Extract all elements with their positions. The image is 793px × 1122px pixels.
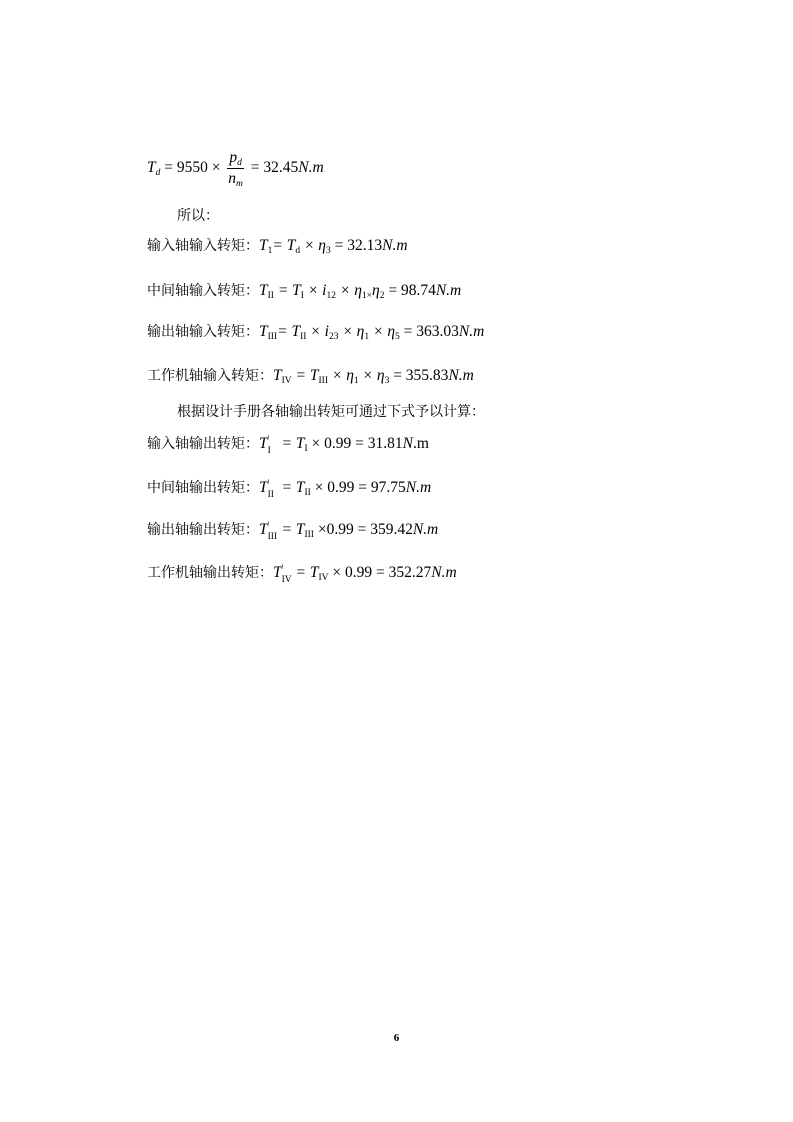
torque-formula: $T_{III}= T_{II} \times i_{23} \times \eta_1 \times \eta_5 = 363.03N.m$ xyxy=(259,323,485,342)
input-torque-line xyxy=(147,281,461,301)
torque-formula: T ' IV = $T_{IV} \times 0.99 = 352.27N.m$ xyxy=(273,563,457,585)
power-speed-fraction: $\frac{p_d}{n_m}$ xyxy=(228,149,243,189)
torque-formula: $T_{IV} = T_{III} \times \eta_1 \times \eta_3 = 355.83N.m$ xyxy=(273,367,474,386)
input-torque-line xyxy=(147,322,484,342)
torque-label: 中间轴输出转矩： xyxy=(147,480,259,496)
torque-label: 输入轴输出转矩： xyxy=(147,436,259,452)
torque-formula: $T_1= T_d \times \eta_3 = 32.13N.m$ xyxy=(259,237,408,256)
output-torque-line xyxy=(147,520,438,540)
torque-formula: T ' II = $T_{II} \times 0.99 = 97.75N.m$ xyxy=(259,478,432,500)
torque-label: 工作机轴输出转矩： xyxy=(147,565,273,581)
torque-label: 输入轴输入转矩： xyxy=(147,238,259,254)
torque-formula: T ' I = $T_I \times 0.99 = 31.81N.m$ xyxy=(259,434,429,456)
input-torque-line xyxy=(147,366,474,386)
output-torque-line xyxy=(147,563,457,583)
torque-formula: $T_{II} = T_I \times i_{12} \times \eta_{1\times}\eta_2 = 98.74N.m$ xyxy=(259,282,462,301)
page-number: 6 xyxy=(393,1032,400,1044)
td-formula: $T_d = 9550$ × $\frac{p_d}{n_m}$ = 32.45N.m xyxy=(147,149,324,189)
output-torque-line xyxy=(147,434,429,454)
torque-label: 工作机轴输入转矩： xyxy=(147,368,273,384)
input-torque-line xyxy=(147,236,408,256)
output-torque-line xyxy=(147,478,431,498)
torque-formula: T ' III = $T_{III} \times 0.99 = 359.42N.m$ xyxy=(259,520,439,542)
intro-text: 所以： xyxy=(177,208,219,224)
output-torque-intro: 根据设计手册各轴输出转矩可通过下式予以计算： xyxy=(177,404,485,420)
torque-label: 中间轴输入转矩： xyxy=(147,283,259,299)
torque-label: 输出轴输出转矩： xyxy=(147,522,259,538)
torque-label: 输出轴输入转矩： xyxy=(147,324,259,340)
